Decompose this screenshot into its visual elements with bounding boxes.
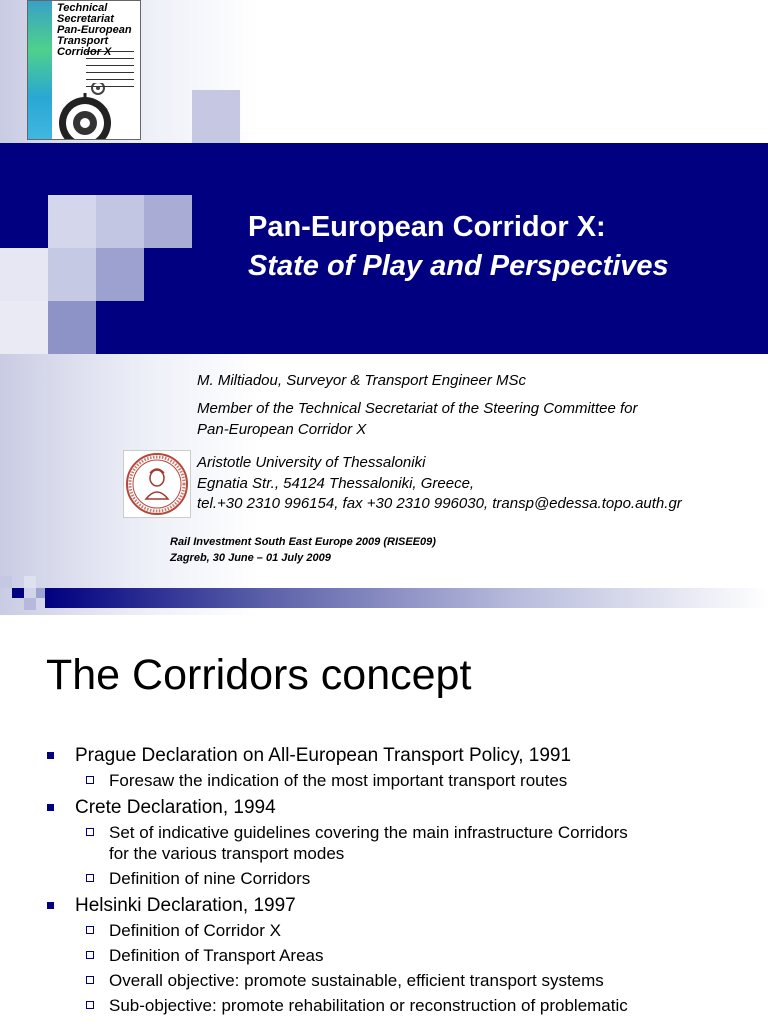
sub-bullet-text: Sub-objective: promote rehabilitation or reconstruction of problematic [109, 996, 628, 1015]
university-seal-icon [123, 450, 191, 518]
sub-bullet-item [0, 970, 768, 991]
logo-line: Technical [57, 2, 108, 14]
sub-bullet-text: Definition of Transport Areas [109, 946, 324, 965]
deco-square [12, 588, 24, 598]
sub-bullet-text: Set of indicative guidelines covering the main infrastructure Corridors [109, 823, 628, 842]
sub-bullet-text: for the various transport modes [109, 844, 345, 863]
member-line: Member of the Technical Secretariat of the Steering Committee for [197, 400, 638, 417]
logo-color-strip [28, 1, 52, 139]
deco-square [96, 248, 144, 301]
bullet-text: Prague Declaration on All-European Transport Policy, 1991 [75, 745, 572, 766]
contact-info: tel.+30 2310 996154, fax +30 2310 996030, transp@edessa.topo.auth.gr [197, 495, 682, 512]
deco-square [48, 301, 96, 354]
conference-block [170, 534, 436, 566]
title-line-1: Pan-European Corridor X: [248, 211, 606, 243]
sub-bullet-item [0, 770, 768, 791]
university-address: Egnatia Str., 54124 Thessaloniki, Greece, [197, 474, 475, 492]
sub-bullet-text: Foresaw the indication of the most important transport routes [109, 771, 568, 790]
bullet-item [0, 893, 768, 918]
sub-bullet-item [0, 995, 768, 1016]
deco-square [0, 576, 12, 588]
sub-bullet-item [0, 920, 768, 941]
square-bullet-icon [47, 752, 54, 759]
deco-square [96, 195, 144, 248]
sub-bullet-item [0, 945, 768, 966]
deco-square [24, 598, 36, 610]
author-block [197, 370, 638, 447]
bullet-list [0, 743, 768, 1020]
author-name: M. Miltiadou, Surveyor & Transport Engineer MSc [197, 372, 527, 389]
logo-text [57, 3, 132, 58]
deco-square [36, 598, 45, 610]
sub-bullet-text: Overall objective: promote sustainable, efficient transport systems [109, 971, 604, 990]
deco-square [0, 195, 48, 248]
footer-gradient-bar [45, 588, 768, 608]
square-bullet-icon [47, 902, 54, 909]
secretariat-logo [27, 0, 141, 140]
hollow-square-bullet-icon [86, 776, 94, 784]
hollow-square-bullet-icon [86, 1001, 94, 1009]
deco-square [48, 195, 96, 248]
university-name: Aristotle University of Thessaloniki [197, 454, 426, 471]
conference-date: Zagreb, 30 June – 01 July 2009 [170, 552, 331, 564]
sub-bullet-continuation [0, 843, 768, 864]
content-slide [0, 615, 768, 1024]
deco-square [48, 248, 96, 301]
hollow-square-bullet-icon [86, 874, 94, 882]
slide-title [248, 208, 669, 286]
deco-square [0, 301, 48, 354]
bullet-item [0, 743, 768, 768]
slide-heading: The Corridors concept [46, 651, 472, 699]
conference-name: Rail Investment South East Europe 2009 (RISEE09) [170, 536, 436, 548]
hollow-square-bullet-icon [86, 951, 94, 959]
title-line-2: State of Play and Perspectives [248, 250, 669, 282]
sub-bullet-text: Definition of nine Corridors [109, 869, 311, 888]
sub-bullet-item [0, 868, 768, 889]
hollow-square-bullet-icon [86, 976, 94, 984]
bullet-item [0, 795, 768, 820]
logo-lines [86, 51, 134, 121]
square-bullet-icon [47, 804, 54, 811]
deco-square [24, 576, 36, 588]
university-block [197, 453, 682, 515]
logo-line: Transport [57, 35, 109, 47]
sub-bullet-text: Definition of Corridor X [109, 921, 281, 940]
hollow-square-bullet-icon [86, 828, 94, 836]
logo-line: Secretariat [57, 13, 114, 25]
hollow-square-bullet-icon [86, 926, 94, 934]
deco-square [0, 248, 48, 301]
logo-line: Corridor X [57, 46, 112, 58]
member-line: Pan-European Corridor X [197, 421, 367, 438]
logo-line: Pan-European [57, 24, 132, 36]
sub-bullet-item [0, 822, 768, 843]
bullet-text: Crete Declaration, 1994 [75, 797, 276, 818]
bullet-text: Helsinki Declaration, 1997 [75, 895, 296, 916]
deco-square [36, 588, 45, 598]
deco-square [192, 90, 240, 143]
deco-square [144, 195, 192, 248]
